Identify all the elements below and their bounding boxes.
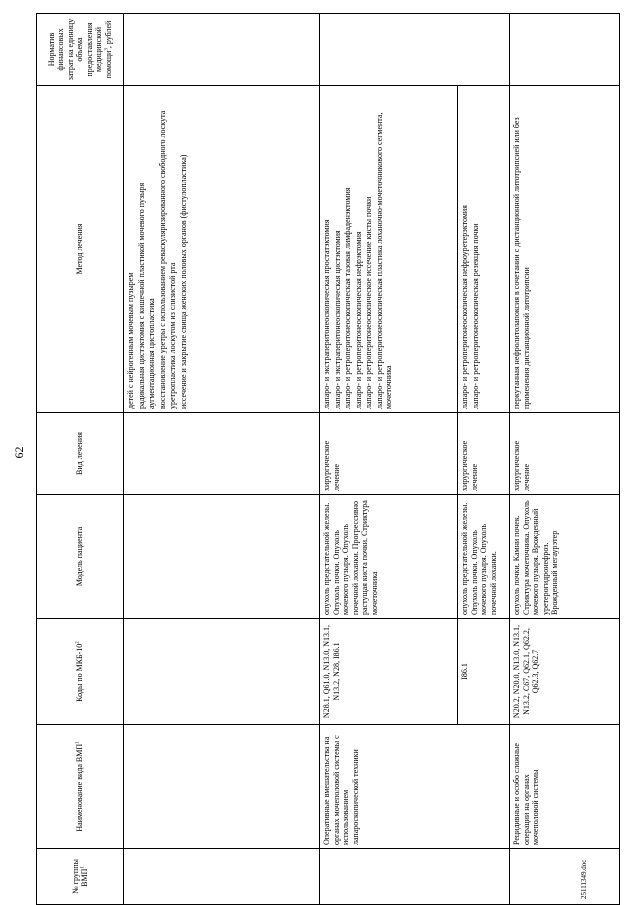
- method-item: лапаро- и ретроперитонеоскопическая резекция почки: [470, 223, 480, 409]
- method-item: лапаро- и экстраперитонеоскопическая простатэктомия: [322, 219, 331, 409]
- vmp-table: [36, 13, 620, 905]
- cell-methods-continuation: [124, 86, 320, 413]
- table-row-continuation: [124, 14, 320, 905]
- method-item: перкутанная нефролитолапоксия в сочетании с дистанционной литотрипсией или без применения дистанционной литотрипсии: [512, 117, 531, 409]
- header-cost-norm: Норматив финансовых затрат на единицу объема предоставления медицинской помощи$^3$, рублей: [37, 14, 124, 86]
- method-item: аугментационная цистопластика: [147, 298, 156, 409]
- header-treatment-type: Вид лечения: [37, 413, 124, 495]
- method-item: лапаро- и ретроперитонеоскопическая пластика лоханочно-мочеточникового сегмента, мочеточника: [374, 112, 393, 409]
- cell-treatment-methods: [458, 86, 510, 413]
- cell-icd-codes: I86.1: [458, 619, 510, 725]
- cell-empty: [124, 849, 320, 905]
- cell-treatment-type: хирургическое лечение: [320, 413, 458, 495]
- cell-empty: [124, 495, 320, 619]
- cell-empty: [124, 619, 320, 725]
- table-row: [510, 14, 620, 905]
- method-item: иссечение и закрытие свища женских половых органов (фистулопластика): [178, 154, 188, 409]
- cell-treatment-methods: [510, 86, 620, 413]
- method-item: лапаро- и ретроперитонеоскопическая тазовая лимфаденэктомия: [343, 187, 352, 409]
- cell-vmp-name: Рецидивные и особо сложные операции на органах мочеполовой системы: [510, 725, 620, 849]
- cell-treatment-type: хирургическое лечение: [458, 413, 510, 495]
- method-item: уретропластика лоскутом из слизистой рта: [168, 262, 177, 409]
- cell-patient-model: опухоль предстательной железы. Опухоль почки. Опухоль мочевого пузыря. Опухоль почечной лоханки.: [458, 495, 510, 619]
- method-item: восстановление уретры с использованием реваскуляризированного свободного лоскута: [157, 110, 167, 409]
- method-item: лапаро- и ретроперитонеоскопическая нефроуретерэктомия: [460, 205, 469, 409]
- header-vmp-name: Наименование вида ВМП$^1$: [37, 725, 124, 849]
- method-item: лапаро- и ретроперитонеоскопическое иссечение кисты почки: [364, 196, 373, 409]
- header-icd-codes: Коды по МКБ-$10^2$: [37, 619, 124, 725]
- cell-cost-empty: [124, 14, 320, 86]
- cell-group-number: [320, 849, 510, 905]
- document-footer: 25111349.doc: [580, 859, 588, 899]
- cell-empty: [124, 725, 320, 849]
- method-item: детей с нейрогенным мочевым пузырем: [126, 272, 135, 409]
- method-item: лапаро- и ретроперитонеоскопическая нефрэктомия: [353, 231, 363, 409]
- cell-icd-codes: N28.1, Q61.0, N13.0, N13.1, N13.2, N28, I86.1: [320, 619, 458, 725]
- cell-patient-model: опухоль предстательной железы. Опухоль почки. Опухоль мочевого пузыря. Опухоль почечной лоханки. Прогрессивно растущая киста почки. Стриктура мочеточника: [320, 495, 458, 619]
- cell-icd-codes: N20.2, N20.0, N13.0, N13.1, N13.2, C67, Q62.1, Q62.2, Q62.3, Q62.7: [510, 619, 620, 725]
- page-number: 62: [12, 446, 26, 459]
- cell-treatment-methods: [320, 86, 458, 413]
- header-group-number: № группы ВМП$^1$: [37, 849, 124, 905]
- cell-patient-model: опухоль почки. Камни почек. Стриктура мочеточника. Опухоль мочевого пузыря. Врожденный уретерогидронефроз. Врожденный мегаурэтер: [510, 495, 620, 619]
- cell-cost: [510, 14, 620, 86]
- table-row: [320, 14, 458, 905]
- cell-vmp-name: Оперативные вмешательства на органах мочеполовой системы с использованием лапароскопической техники: [320, 725, 510, 849]
- cell-empty: [124, 413, 320, 495]
- method-item: радикальная цистэктомия с кишечной пластикой мочевого пузыря: [136, 182, 146, 409]
- cell-group-number: [510, 849, 620, 905]
- table-header-row: [37, 14, 124, 905]
- cell-cost: [320, 14, 510, 86]
- header-patient-model: Модель пациента: [37, 495, 124, 619]
- header-treatment-method: Метод лечения: [37, 86, 124, 413]
- cell-treatment-type: хирургическое лечение: [510, 413, 620, 495]
- method-item: лапаро- и экстраперитонеоскопическая цистэктомия: [332, 230, 342, 409]
